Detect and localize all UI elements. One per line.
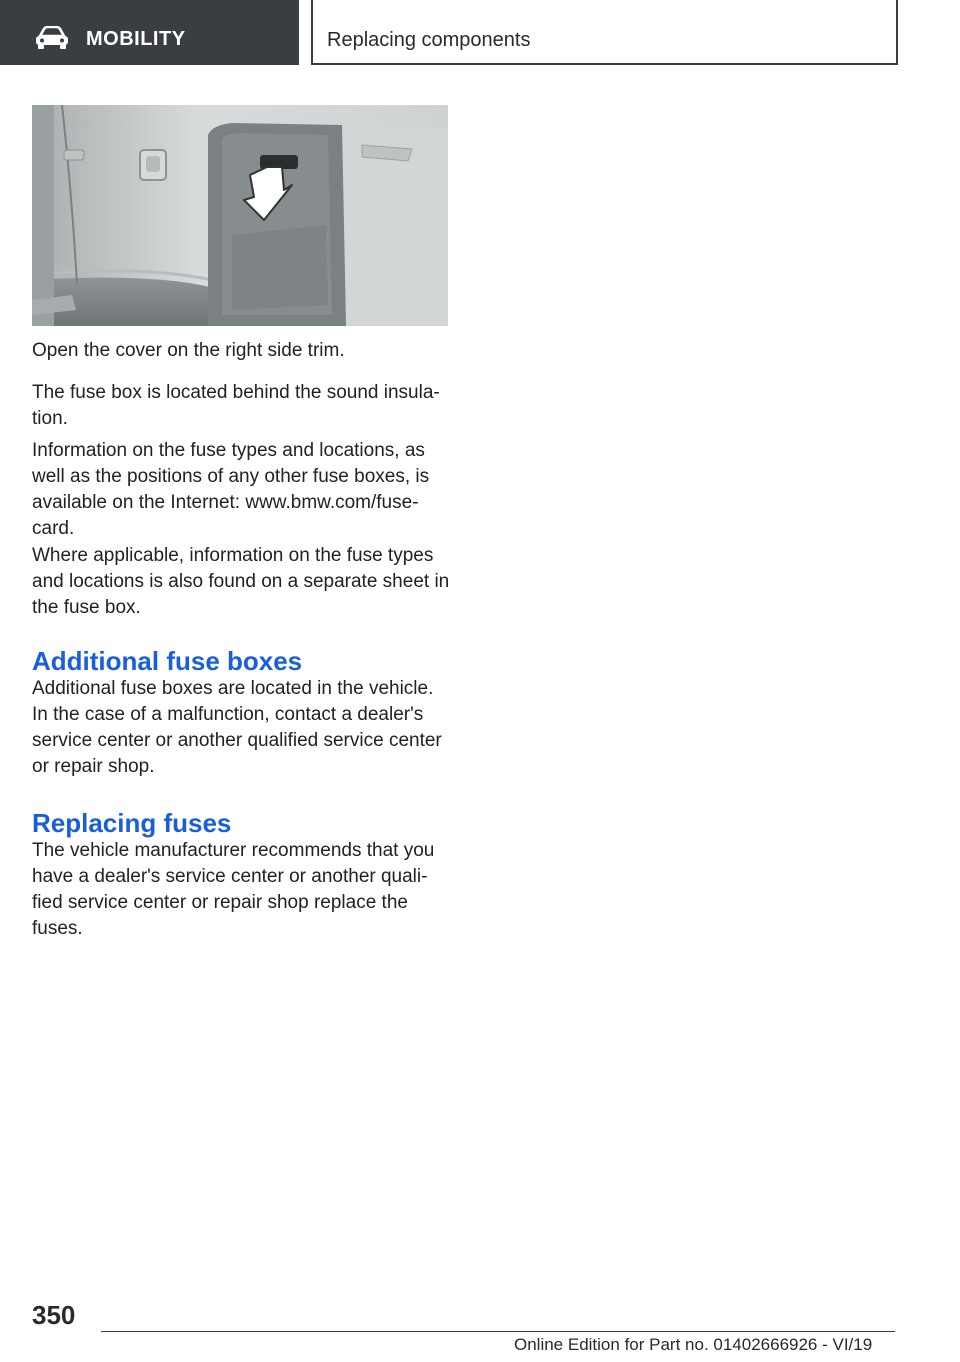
section-label: MOBILITY [86,28,186,50]
page-number: 350 [32,1300,76,1330]
text-line: Where applicable, information on the fuse types [32,545,434,566]
text-line: fuses. [32,918,83,939]
text-line: card. [32,518,75,539]
replacing-fuses-section [32,808,452,942]
text-line: and locations is also found on a separate sheet in [32,571,450,592]
text-line: the fuse box. [32,597,141,618]
paragraph-open-cover: Open the cover on the right side trim. [32,340,345,361]
text-line: well as the positions of any other fuse boxes, is [32,466,430,487]
text-line: Information on the fuse types and locations, as [32,440,425,461]
text-line: The fuse box is located behind the sound insula‐ [32,382,440,403]
text-line: have a dealer's service center or another quali‐ [32,866,428,887]
text-line: service center or another qualified service center [32,730,442,751]
fuse-info-internet [32,438,452,542]
fuse-info-sheet [32,543,452,621]
additional-fuse-boxes-section [32,646,452,780]
section-heading: Replacing fuses [32,808,232,838]
footer-divider [101,1331,895,1332]
car-icon [34,26,70,50]
section-heading: Additional fuse boxes [32,646,303,676]
text-line: tion. [32,408,68,429]
fuse-box-location [32,380,452,432]
text-line: Additional fuse boxes are located in the vehicle. [32,678,434,699]
intro-text [32,338,452,364]
section-tab [0,0,299,65]
text-line: or repair shop. [32,756,155,777]
chapter-header [311,0,898,65]
chapter-title: Replacing components [327,29,531,51]
edition-note: Online Edition for Part no. 01402666926 - VI/19 [514,1335,873,1354]
text-line: available on the Internet: www.bmw.com/fuse‐ [32,492,419,513]
text-line: fied service center or repair shop replace the [32,892,408,913]
text-line: The vehicle manufacturer recommends that you [32,840,435,861]
text-line: In the case of a malfunction, contact a dealer's [32,704,424,725]
trunk-side-trim-photo [32,105,448,326]
